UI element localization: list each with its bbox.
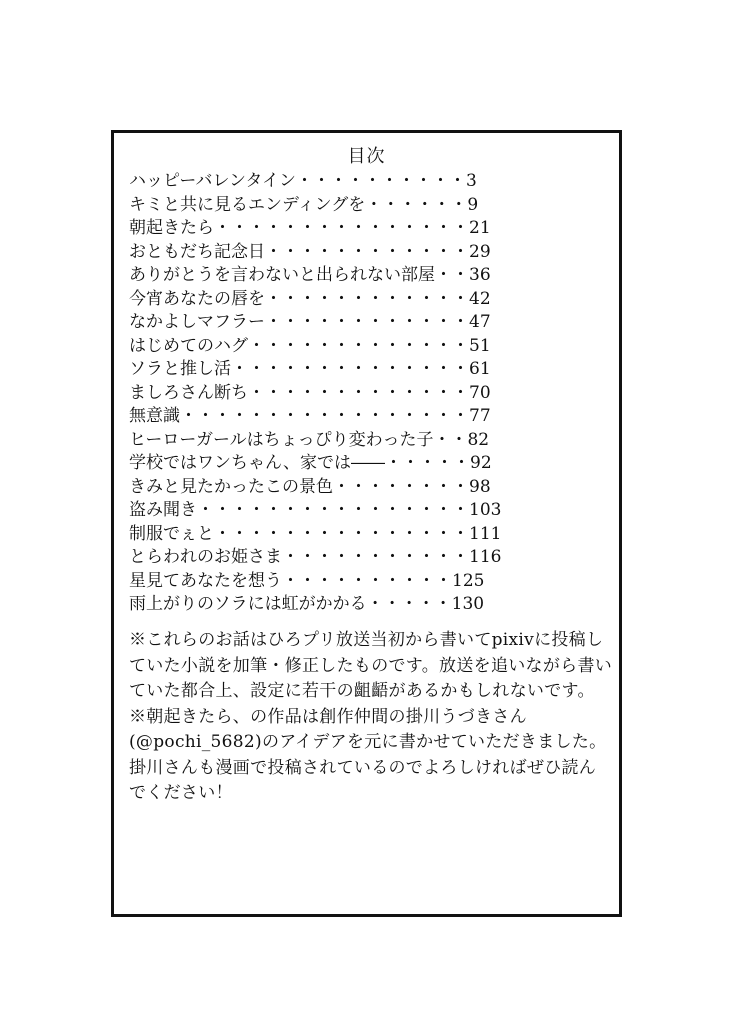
toc-entry-page: 61 [469, 359, 491, 379]
toc-entry-page: 51 [469, 335, 491, 356]
toc-entry-title: おともだち記念日 [129, 241, 265, 262]
toc-entry-title: ソラと推し活 [129, 359, 231, 379]
toc-entry-dots: ・・ [435, 265, 469, 285]
toc-entry-title: ハッピーバレンタイン [129, 171, 297, 191]
toc-entry [129, 476, 609, 500]
toc-entry [129, 311, 609, 335]
toc-entry-title: 学校ではワンちゃん、家では―― [129, 453, 386, 473]
toc-entry [129, 499, 609, 523]
toc-frame [111, 130, 622, 917]
toc-entry [129, 382, 609, 406]
toc-entry-dots: ・・・・・ [385, 453, 471, 473]
toc-entry [129, 570, 609, 594]
toc-entry-title: はじめてのハグ [129, 335, 248, 356]
toc-entry-page: 111 [469, 523, 502, 544]
toc-entry-dots: ・・・・・・・・・・・・・ [248, 382, 469, 403]
toc-entry-title: とらわれのお姫さま [129, 547, 282, 567]
toc-entry-page: 103 [469, 500, 502, 520]
toc-entry-page: 9 [467, 194, 479, 215]
toc-entry-page: 70 [469, 382, 491, 403]
toc-entry-title: なかよしマフラー [129, 312, 265, 332]
note-paragraph-2: ※朝起きたら、の作品は創作仲間の掛川うづきさん(@pochi_5682)のアイデアを元に書かせていただきました。掛川さんも漫画で投稿されているのでよろしければぜひ読んでください！ [129, 706, 607, 803]
toc-entry-dots: ・・・・・・・・ [333, 476, 469, 497]
toc-entry-page: 116 [469, 547, 502, 567]
toc-entry-dots: ・・・・・・・・・・・・・・・・ [197, 500, 469, 520]
toc-entry-dots: ・・・・・・・・・・・ [282, 547, 469, 567]
toc-entry [129, 405, 609, 429]
toc-entry-title: キミと共に見るエンディングを [129, 194, 366, 215]
toc-entry-page: 125 [452, 570, 485, 591]
toc-entry-dots: ・・・・・・・・・・・・・・・・・ [180, 406, 469, 426]
note-paragraph-1: ※これらのお話はひろプリ放送当初から書いてpixivに投稿していた小説を加筆・修正したものです。放送を追いながら書いていた都合上、設定に若干の齟齬があるかもしれないです。 [129, 630, 613, 701]
toc-entry-page: 42 [469, 288, 491, 309]
toc-entry-title: ましろさん断ち [129, 382, 248, 403]
toc-entry-title: 盗み聞き [129, 500, 197, 520]
toc-entry-title: 朝起きたら [129, 218, 214, 238]
toc-entry-dots: ・・・・・・ [365, 194, 468, 215]
toc-entry-dots: ・・・・・・・・・・・・ [265, 312, 469, 332]
toc-entry-page: 92 [470, 453, 492, 473]
toc-entry-dots: ・・・・・・・・・・ [282, 570, 452, 591]
toc-entry-page: 36 [469, 265, 491, 285]
toc-entry [129, 170, 609, 194]
toc-entry-dots: ・・・・・ [366, 594, 452, 614]
toc-entry-page: 82 [467, 429, 490, 450]
toc-entry-dots: ・・・・・・・・・・・・・・・ [214, 218, 469, 238]
toc-entry-page: 29 [469, 241, 491, 262]
toc-entry [129, 335, 609, 359]
toc-entry-title: きみと見たかったこの景色 [129, 476, 333, 497]
toc-entry [129, 358, 609, 382]
toc-entry [129, 194, 609, 218]
toc-entry-page: 21 [469, 218, 491, 238]
toc-entry-dots: ・・・・・・・・・・・・・・ [231, 359, 469, 379]
toc-entry-page: 77 [469, 406, 491, 426]
author-notes [129, 628, 613, 807]
toc-entry-dots: ・・・・・・・・・・・・ [265, 288, 469, 309]
toc-entry-page: 3 [466, 171, 477, 191]
toc-entry-title: 無意識 [129, 406, 180, 426]
toc-entry-dots: ・・・・・・・・・・・・・ [248, 335, 469, 356]
toc-entry-title: ありがとうを言わないと出られない部屋 [129, 265, 435, 285]
toc-entry [129, 241, 609, 265]
toc-entry [129, 546, 609, 570]
toc-entry [129, 429, 609, 453]
toc-entry-page: 47 [469, 312, 491, 332]
toc-entry [129, 452, 609, 476]
toc-entry-title: 星見てあなたを想う [129, 570, 282, 591]
toc-entry-dots: ・・・・・・・・・・ [296, 171, 467, 191]
toc-entry [129, 264, 609, 288]
toc-entry-title: 今宵あなたの唇を [129, 288, 265, 309]
toc-entry-title: 制服でぇと [129, 523, 214, 544]
toc-entry [129, 593, 609, 617]
toc-title: 目次 [347, 146, 386, 167]
toc-entry-dots: ・・・・・・・・・・・・ [265, 241, 469, 262]
toc-entry-dots: ・・ [433, 429, 468, 450]
toc-entry [129, 217, 609, 241]
toc-entry-dots: ・・・・・・・・・・・・・・・ [214, 523, 469, 544]
toc-entry [129, 288, 609, 312]
toc-entry [129, 523, 609, 547]
toc-list [129, 170, 609, 617]
toc-entry-page: 130 [451, 594, 485, 614]
toc-entry-title: 雨上がりのソラには虹がかかる [129, 594, 367, 614]
toc-entry-title: ヒーローガールはちょっぴり変わった子 [129, 429, 434, 450]
toc-entry-page: 98 [469, 476, 491, 497]
